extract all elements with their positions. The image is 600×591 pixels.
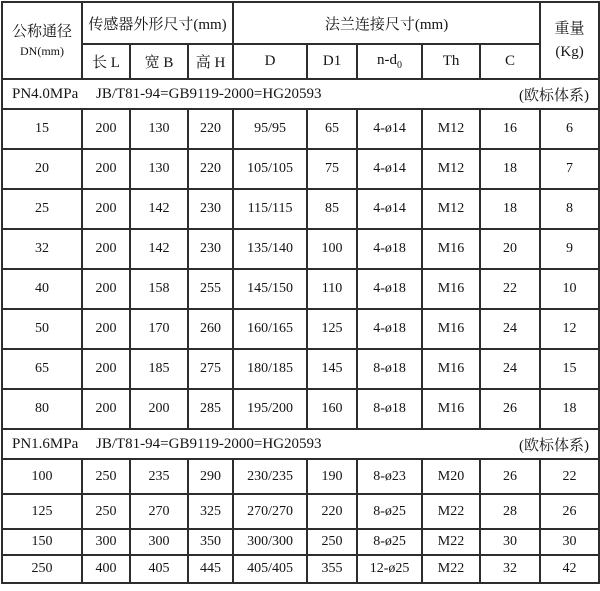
header-weight: [540, 2, 599, 79]
cell-d1: 190: [307, 459, 357, 494]
cell-length: 300: [82, 529, 130, 555]
cell-height: 290: [188, 459, 233, 494]
cell-length: 200: [82, 269, 130, 309]
cell-d1: 250: [307, 529, 357, 555]
header-bolt-holes: [357, 44, 422, 79]
cell-width: 200: [130, 389, 188, 429]
cell-c: 26: [480, 389, 540, 429]
cell-weight: 10: [540, 269, 599, 309]
cell-dn: 125: [2, 494, 82, 529]
cell-height: 230: [188, 229, 233, 269]
header-length: 长 L: [82, 44, 130, 79]
section-standard-note: (欧标体系): [519, 87, 590, 104]
cell-length: 200: [82, 229, 130, 269]
cell-width: 130: [130, 149, 188, 189]
cell-th: M12: [422, 109, 480, 149]
cell-weight: 9: [540, 229, 599, 269]
section-standard-code: JB/T81-94=GB9119-2000=HG20593: [96, 85, 322, 102]
cell-th: M22: [422, 494, 480, 529]
cell-width: 405: [130, 555, 188, 583]
cell-height: 230: [188, 189, 233, 229]
table-row: [2, 109, 599, 149]
cell-height: 220: [188, 149, 233, 189]
cell-th: M12: [422, 149, 480, 189]
section-content: [3, 84, 598, 105]
table-row: [2, 269, 599, 309]
table-row: [2, 229, 599, 269]
cell-length: 250: [82, 459, 130, 494]
cell-th: M16: [422, 389, 480, 429]
header-nominal-diameter-unit: DN(mm): [20, 43, 64, 58]
section-cell: [2, 79, 599, 109]
cell-th: M16: [422, 269, 480, 309]
cell-th: M22: [422, 555, 480, 583]
cell-c: 18: [480, 189, 540, 229]
cell-dn: 150: [2, 529, 82, 555]
cell-d: 405/405: [233, 555, 307, 583]
cell-length: 250: [82, 494, 130, 529]
cell-dn: 80: [2, 389, 82, 429]
cell-th: M16: [422, 349, 480, 389]
cell-bolt-holes: 8-ø18: [357, 349, 422, 389]
cell-dn: 250: [2, 555, 82, 583]
cell-weight: 6: [540, 109, 599, 149]
header-nominal-diameter-cn: 公称通径: [11, 24, 72, 41]
cell-dn: 100: [2, 459, 82, 494]
cell-weight: 15: [540, 349, 599, 389]
cell-d: 180/185: [233, 349, 307, 389]
cell-width: 270: [130, 494, 188, 529]
cell-height: 260: [188, 309, 233, 349]
cell-dn: 25: [2, 189, 82, 229]
table-row: [2, 529, 599, 555]
cell-d: 195/200: [233, 389, 307, 429]
cell-bolt-holes: 8-ø25: [357, 494, 422, 529]
header-th: Th: [422, 44, 480, 79]
cell-d1: 75: [307, 149, 357, 189]
cell-d: 115/115: [233, 189, 307, 229]
cell-th: M22: [422, 529, 480, 555]
cell-width: 142: [130, 229, 188, 269]
cell-d: 230/235: [233, 459, 307, 494]
cell-d1: 110: [307, 269, 357, 309]
cell-height: 285: [188, 389, 233, 429]
cell-weight: 18: [540, 389, 599, 429]
cell-d: 95/95: [233, 109, 307, 149]
cell-d1: 85: [307, 189, 357, 229]
cell-weight: 22: [540, 459, 599, 494]
cell-weight: 26: [540, 494, 599, 529]
cell-d1: 145: [307, 349, 357, 389]
cell-th: M12: [422, 189, 480, 229]
header-weight-cn: 重量: [554, 21, 585, 37]
cell-width: 300: [130, 529, 188, 555]
cell-d1: 125: [307, 309, 357, 349]
header-row-sub: [2, 44, 599, 79]
cell-th: M20: [422, 459, 480, 494]
cell-d: 135/140: [233, 229, 307, 269]
header-width: 宽 B: [130, 44, 188, 79]
table-row: [2, 349, 599, 389]
section-row: [2, 429, 599, 459]
cell-d: 300/300: [233, 529, 307, 555]
cell-length: 200: [82, 109, 130, 149]
cell-c: 32: [480, 555, 540, 583]
cell-dn: 65: [2, 349, 82, 389]
cell-bolt-holes: 4-ø18: [357, 269, 422, 309]
section-standard-note: (欧标体系): [519, 437, 590, 454]
cell-bolt-holes: 4-ø18: [357, 309, 422, 349]
cell-length: 200: [82, 149, 130, 189]
cell-height: 350: [188, 529, 233, 555]
cell-c: 22: [480, 269, 540, 309]
cell-height: 275: [188, 349, 233, 389]
cell-th: M16: [422, 309, 480, 349]
table-row: [2, 494, 599, 529]
cell-bolt-holes: 4-ø18: [357, 229, 422, 269]
cell-d: 145/150: [233, 269, 307, 309]
cell-dn: 15: [2, 109, 82, 149]
cell-c: 24: [480, 309, 540, 349]
cell-d1: 100: [307, 229, 357, 269]
cell-width: 170: [130, 309, 188, 349]
cell-width: 185: [130, 349, 188, 389]
header-sensor-dimensions-group: 传感器外形尺寸(mm): [82, 2, 233, 44]
cell-dn: 20: [2, 149, 82, 189]
header-flange-dimensions-group: 法兰连接尺寸(mm): [233, 2, 540, 44]
cell-height: 445: [188, 555, 233, 583]
cell-bolt-holes: 4-ø14: [357, 189, 422, 229]
cell-c: 26: [480, 459, 540, 494]
cell-th: M16: [422, 229, 480, 269]
section-pressure-rating: PN1.6MPa: [12, 435, 79, 452]
cell-width: 142: [130, 189, 188, 229]
header-nominal-diameter: [2, 2, 82, 79]
header-d1: D1: [307, 44, 357, 79]
table-row: [2, 389, 599, 429]
cell-length: 200: [82, 309, 130, 349]
cell-weight: 12: [540, 309, 599, 349]
cell-c: 18: [480, 149, 540, 189]
cell-c: 16: [480, 109, 540, 149]
cell-height: 220: [188, 109, 233, 149]
cell-length: 200: [82, 349, 130, 389]
cell-c: 24: [480, 349, 540, 389]
cell-bolt-holes: 8-ø23: [357, 459, 422, 494]
cell-weight: 7: [540, 149, 599, 189]
cell-width: 158: [130, 269, 188, 309]
section-content: [3, 434, 598, 455]
header-bolt-holes-subscript: 0: [397, 60, 403, 71]
cell-d: 270/270: [233, 494, 307, 529]
header-weight-unit: (Kg): [555, 43, 584, 60]
header-bolt-holes-main: n-d: [377, 52, 398, 68]
cell-length: 400: [82, 555, 130, 583]
cell-d: 160/165: [233, 309, 307, 349]
cell-dn: 50: [2, 309, 82, 349]
cell-d1: 220: [307, 494, 357, 529]
cell-bolt-holes: 8-ø18: [357, 389, 422, 429]
section-cell: [2, 429, 599, 459]
cell-bolt-holes: 4-ø14: [357, 109, 422, 149]
table-row: [2, 459, 599, 494]
cell-d1: 65: [307, 109, 357, 149]
cell-weight: 8: [540, 189, 599, 229]
table-row: [2, 309, 599, 349]
cell-bolt-holes: 8-ø25: [357, 529, 422, 555]
cell-weight: 30: [540, 529, 599, 555]
table-row: [2, 189, 599, 229]
cell-length: 200: [82, 189, 130, 229]
dimension-table: [1, 1, 600, 584]
cell-c: 20: [480, 229, 540, 269]
cell-weight: 42: [540, 555, 599, 583]
cell-dn: 32: [2, 229, 82, 269]
cell-c: 28: [480, 494, 540, 529]
cell-d1: 355: [307, 555, 357, 583]
section-row: [2, 79, 599, 109]
cell-height: 325: [188, 494, 233, 529]
header-c: C: [480, 44, 540, 79]
cell-d: 105/105: [233, 149, 307, 189]
header-height: 高 H: [188, 44, 233, 79]
cell-height: 255: [188, 269, 233, 309]
cell-length: 200: [82, 389, 130, 429]
cell-d1: 160: [307, 389, 357, 429]
section-pressure-rating: PN4.0MPa: [12, 85, 79, 102]
header-d: D: [233, 44, 307, 79]
table-row: [2, 149, 599, 189]
cell-dn: 40: [2, 269, 82, 309]
cell-bolt-holes: 12-ø25: [357, 555, 422, 583]
section-standard-code: JB/T81-94=GB9119-2000=HG20593: [96, 435, 322, 452]
cell-width: 235: [130, 459, 188, 494]
cell-bolt-holes: 4-ø14: [357, 149, 422, 189]
table-row: [2, 555, 599, 583]
header-row-groups: [2, 2, 599, 44]
cell-c: 30: [480, 529, 540, 555]
cell-width: 130: [130, 109, 188, 149]
